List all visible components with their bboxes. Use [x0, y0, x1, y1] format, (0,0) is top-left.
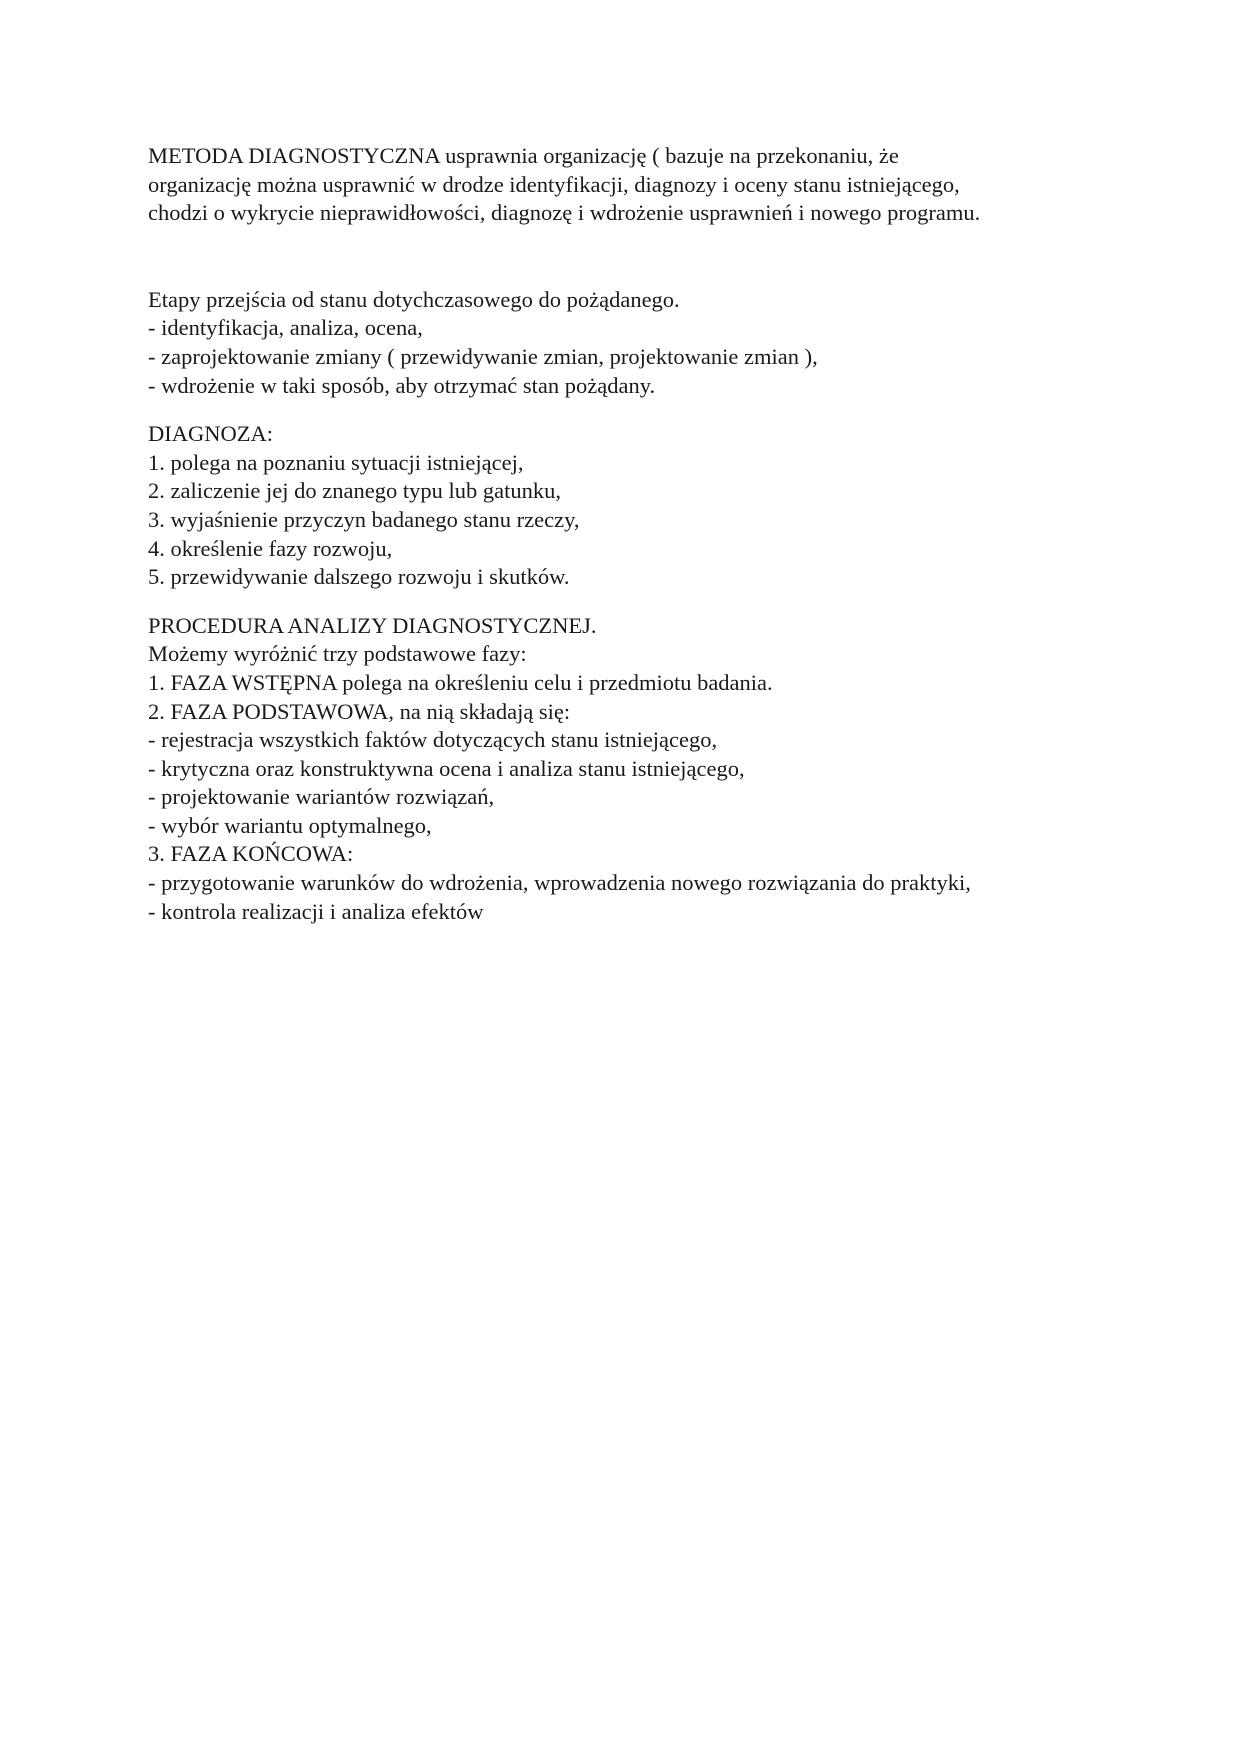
- stages-item: - wdrożenie w taki sposób, aby otrzymać stan pożądany.: [148, 372, 656, 398]
- procedure-line: - wybór wariantu optymalnego,: [148, 812, 432, 838]
- procedure-line: 3. FAZA KOŃCOWA:: [148, 841, 354, 867]
- intro-paragraph: [148, 142, 1148, 228]
- stages-section: [148, 286, 1148, 400]
- intro-line: organizację można usprawnić w drodze identyfikacji, diagnozy i oceny stanu istniejącego,: [148, 171, 960, 197]
- procedure-line: - rejestracja wszystkich faktów dotyczących stanu istniejącego,: [148, 727, 718, 753]
- diagnosis-item: 3. wyjaśnienie przyczyn badanego stanu rzeczy,: [148, 506, 580, 532]
- diagnosis-item: 4. określenie fazy rozwoju,: [148, 535, 393, 561]
- stages-item: - zaprojektowanie zmiany ( przewidywanie zmian, projektowanie zmian ),: [148, 343, 818, 369]
- diagnosis-item: 2. zaliczenie jej do znanego typu lub gatunku,: [148, 478, 561, 504]
- stages-heading: Etapy przejścia od stanu dotychczasowego do pożądanego.: [148, 286, 680, 312]
- intro-line: chodzi o wykrycie nieprawidłowości, diagnozę i wdrożenie usprawnień i nowego programu.: [148, 200, 981, 226]
- intro-line: METODA DIAGNOSTYCZNA usprawnia organizację ( bazuje na przekonaniu, że: [148, 143, 899, 168]
- stages-item: - identyfikacja, analiza, ocena,: [148, 315, 423, 341]
- diagnosis-heading: DIAGNOZA:: [148, 421, 273, 447]
- procedure-section: [148, 612, 1148, 927]
- diagnosis-item: 5. przewidywanie dalszego rozwoju i skutków.: [148, 564, 570, 590]
- document-page: [148, 142, 1148, 926]
- diagnosis-section: [148, 420, 1148, 592]
- procedure-line: 2. FAZA PODSTAWOWA, na nią składają się:: [148, 698, 571, 724]
- procedure-line: - kontrola realizacji i analiza efektów: [148, 898, 484, 924]
- procedure-heading: PROCEDURA ANALIZY DIAGNOSTYCZNEJ.: [148, 612, 597, 638]
- diagnosis-item: 1. polega na poznaniu sytuacji istniejącej,: [148, 449, 524, 475]
- procedure-line: - projektowanie wariantów rozwiązań,: [148, 784, 495, 810]
- procedure-line: - krytyczna oraz konstruktywna ocena i analiza stanu istniejącego,: [148, 755, 745, 781]
- procedure-line: Możemy wyróżnić trzy podstawowe fazy:: [148, 641, 527, 667]
- procedure-line: 1. FAZA WSTĘPNA polega na określeniu celu i przedmiotu badania.: [148, 669, 773, 695]
- procedure-line: - przygotowanie warunków do wdrożenia, wprowadzenia nowego rozwiązania do praktyki,: [148, 870, 971, 896]
